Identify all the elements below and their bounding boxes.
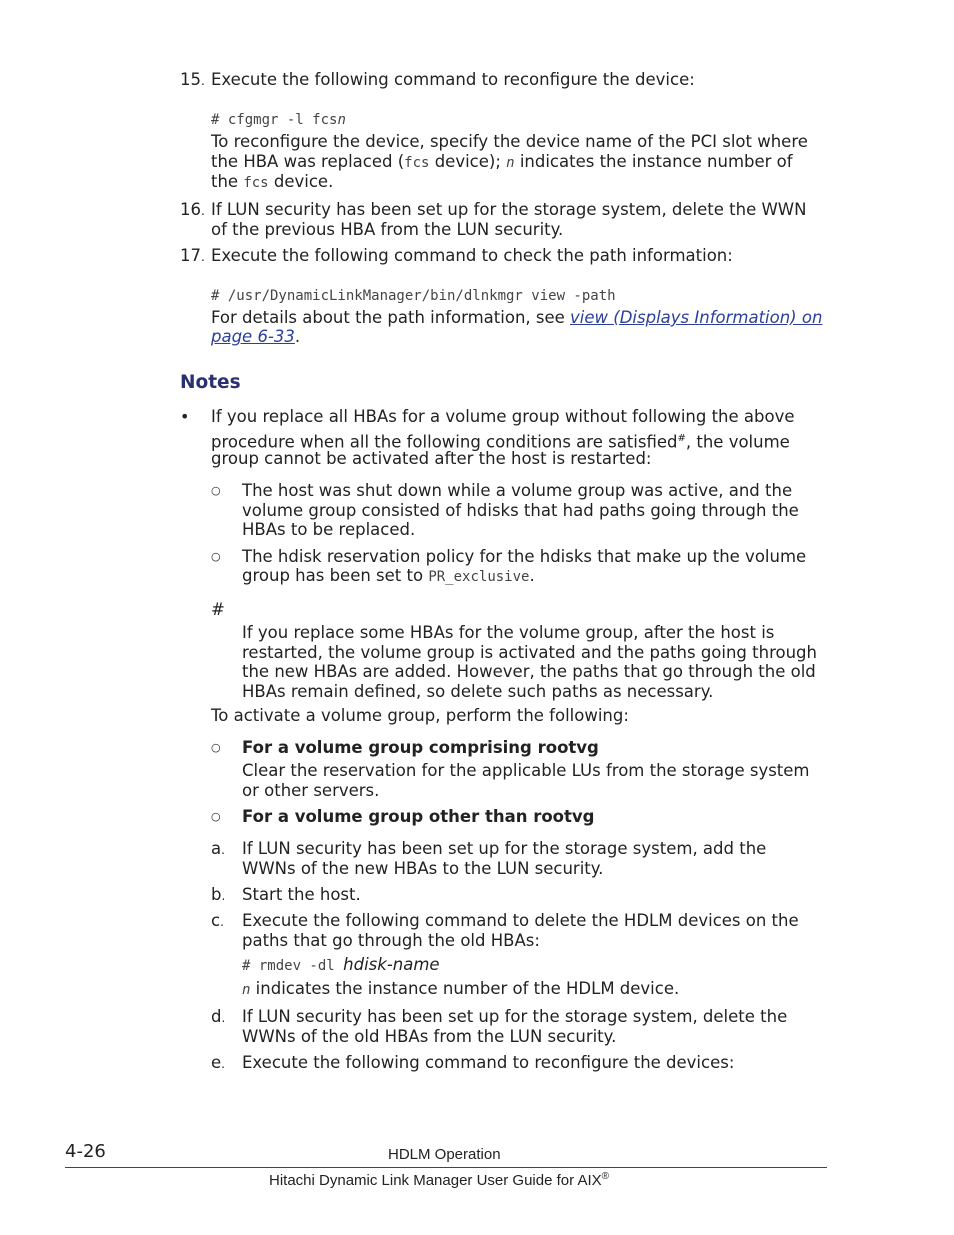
bullet-icon: •: [180, 407, 190, 426]
paragraph-line: To reconfigure the device, specify the device name of the PCI slot where: [211, 132, 808, 151]
paragraph-line: For details about the path information, see view (Displays Information) on: [211, 308, 823, 327]
step-text: Execute the following command to delete the HDLM devices on the: [242, 911, 799, 930]
step-text: paths that go through the old HBAs:: [242, 931, 540, 950]
sub-bullet-text: HBAs to be replaced.: [242, 520, 416, 539]
step-text: Execute the following command to reconfigure the devices:: [242, 1053, 735, 1072]
step-letter: e.: [211, 1053, 225, 1072]
circle-bullet-icon: ○: [211, 810, 221, 823]
sub-bullet-text: The host was shut down while a volume group was active, and the: [242, 481, 793, 500]
paragraph-line: or other servers.: [242, 781, 380, 800]
step-letter: c.: [211, 911, 224, 930]
footnote-text: the new HBAs are added. However, the paths that go through the old: [242, 662, 816, 681]
step-number: 16.: [180, 200, 205, 219]
sub-heading: For a volume group comprising rootvg: [242, 738, 599, 757]
step-text: If LUN security has been set up for the storage system, delete the: [242, 1007, 788, 1026]
step-letter: b.: [211, 885, 226, 904]
command-line: # rmdev -dl hdisk-name: [242, 955, 440, 974]
command-line: # cfgmgr -l fcsn: [211, 112, 346, 128]
step-text: Start the host.: [242, 885, 361, 904]
step-text: WWNs of the old HBAs from the LUN security.: [242, 1027, 617, 1046]
step-text: WWNs of the new HBAs to the LUN security.: [242, 859, 604, 878]
circle-bullet-icon: ○: [211, 484, 221, 497]
bullet-text: procedure when all the following conditions are satisfied#, the volume: [211, 432, 790, 452]
footer-section-title: HDLM Operation: [388, 1146, 501, 1163]
step-text: Execute the following command to reconfigure the device:: [211, 70, 695, 89]
footer-book-title: Hitachi Dynamic Link Manager User Guide for AIX®: [269, 1171, 610, 1189]
circle-bullet-icon: ○: [211, 741, 221, 754]
step-number: 15.: [180, 70, 205, 89]
step-text: Execute the following command to check the path information:: [211, 246, 733, 265]
step-text: of the previous HBA from the LUN security.: [211, 220, 564, 239]
page-number: 4-26: [65, 1141, 106, 1162]
step-text: If LUN security has been set up for the storage system, add the: [242, 839, 767, 858]
sub-bullet-text: volume group consisted of hdisks that had paths going through the: [242, 501, 799, 520]
cross-reference-link[interactable]: view (Displays Information) on: [570, 308, 823, 327]
paragraph-line: page 6-33.: [211, 327, 301, 346]
paragraph-line: To activate a volume group, perform the following:: [211, 706, 629, 725]
footer-divider: [65, 1167, 827, 1168]
step-number: 17.: [180, 246, 205, 265]
step-letter: a.: [211, 839, 225, 858]
footnote-text: If you replace some HBAs for the volume group, after the host is: [242, 623, 775, 642]
paragraph-line: n indicates the instance number of the HDLM device.: [242, 979, 680, 998]
footnote-marker: #: [211, 600, 225, 619]
command-line: # /usr/DynamicLinkManager/bin/dlnkmgr view -path: [211, 288, 616, 304]
sub-heading: For a volume group other than rootvg: [242, 807, 595, 826]
cross-reference-link[interactable]: page 6-33: [211, 327, 295, 346]
bullet-text: If you replace all HBAs for a volume group without following the above: [211, 407, 795, 426]
sub-bullet-text: group has been set to PR_exclusive.: [242, 566, 535, 585]
footnote-text: restarted, the volume group is activated and the paths going through: [242, 643, 817, 662]
paragraph-line: the fcs device.: [211, 172, 334, 191]
paragraph-line: the HBA was replaced (fcs device); n indicates the instance number of: [211, 152, 793, 171]
footnote-text: HBAs remain defined, so delete such paths as necessary.: [242, 682, 714, 701]
circle-bullet-icon: ○: [211, 550, 221, 563]
step-text: If LUN security has been set up for the storage system, delete the WWN: [211, 200, 807, 219]
bullet-text: group cannot be activated after the host is restarted:: [211, 449, 652, 468]
section-heading: Notes: [180, 372, 241, 393]
paragraph-line: Clear the reservation for the applicable LUs from the storage system: [242, 761, 810, 780]
step-letter: d.: [211, 1007, 226, 1026]
sub-bullet-text: The hdisk reservation policy for the hdisks that make up the volume: [242, 547, 807, 566]
